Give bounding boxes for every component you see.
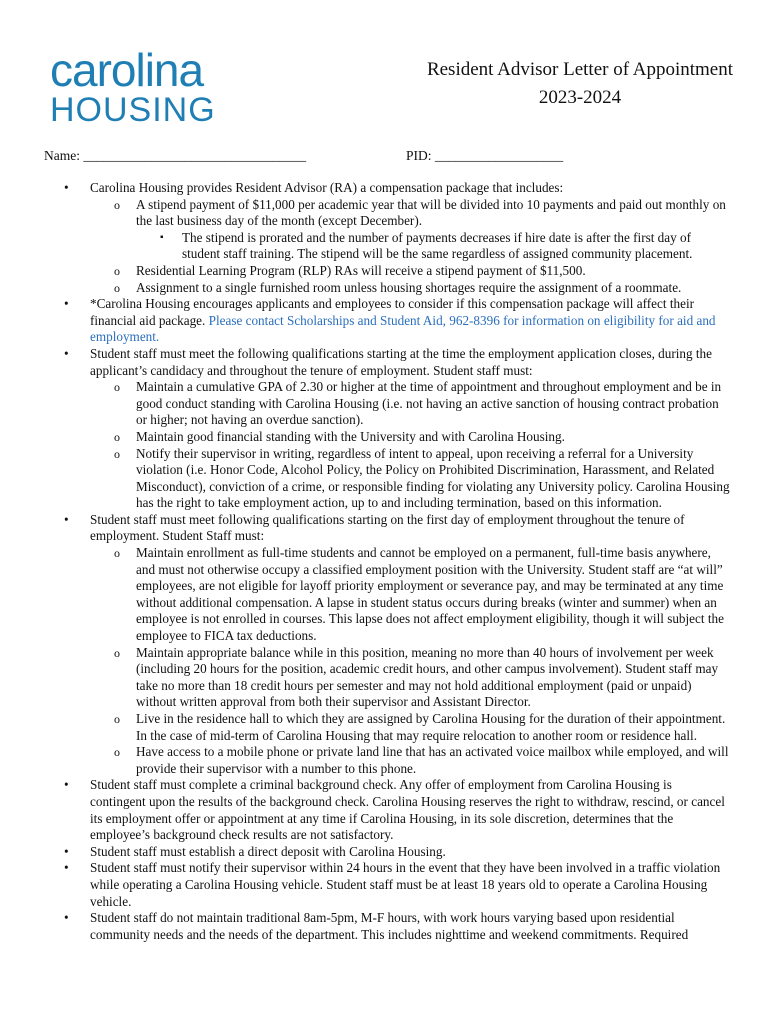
title-line: Resident Advisor Letter of Appointment <box>426 59 734 80</box>
name-field: Name: _________________________________ <box>44 148 307 163</box>
list-item-text: Student staff must meet the following qualifications starting at the time the employment application closes, during the applicant’s candidacy and throughout the tenure of employment. Student staff must: <box>90 345 713 378</box>
terms-list <box>50 180 730 943</box>
sub-list-item: o Maintain enrollment as full-time students and cannot be employed on a permanent, full-time basis anywhere, and must not otherwise occupy a classified employment position with the University. Student staff are “at will” employees, are not eligible for layoff priority employment or severance pay, and may be terminated at any time without additional compensation. A lapse in student status occurs during breaks (winter and summer) when an employee is not enrolled in courses. This lapse does not affect employment eligibility, though it will subject the employee to FICA tax deductions. <box>90 545 730 645</box>
sub-list-item: o Maintain good financial standing with the University and with Carolina Housing. <box>90 429 730 446</box>
sub-list-item: o Notify their supervisor in writing, regardless of intent to appeal, upon receiving a referral for a University violation (i.e. Honor Code, Alcohol Policy, the Policy on Prohibited Discrimination, Harassment, and Related Misconduct), conviction of a crime, or responsible finding for violating any University policy. Carolina Housing has the right to take employment action, up to and including termination, based on this information. <box>90 446 730 512</box>
list-item: • Student staff must establish a direct deposit with Carolina Housing. <box>50 844 730 861</box>
sub-list-item: o Maintain appropriate balance while in this position, meaning no more than 40 hours of involvement per week (including 20 hours for the position, academic credit hours, and other campus involvement). Student staff may take no more than 18 credit hours per semester and may not hold additional employment (paid or unpaid) without written approval from both their supervisor and Assistant Director. <box>90 645 730 711</box>
document-title <box>400 56 760 112</box>
list-item <box>50 512 730 778</box>
sub-list-item: o Assignment to a single furnished room unless housing shortages require the assignment of a roommate. <box>90 280 730 297</box>
list-item-text: Carolina Housing provides Resident Advisor (RA) a compensation package that includes: <box>90 180 564 195</box>
sub-list-item: o Maintain a cumulative GPA of 2.30 or higher at the time of appointment and throughout employment and be in good conduct standing with Carolina Housing (i.e. not having an active sanction of housing contract probation or higher; not having an overdue sanction). <box>90 379 730 429</box>
sub-list-item: o Residential Learning Program (RLP) RAs will receive a stipend payment of $11,500. <box>90 263 730 280</box>
logo-housing-text: HOUSING <box>50 91 216 129</box>
list-item-text: *Carolina Housing encourages applicants and employees to consider if this compensation package will affect their financial aid package. <box>90 296 694 328</box>
sub-sub-list-item: ▪ The stipend is prorated and the number of payments decreases if hire date is after the first day of student staff training. The stipend will be the same regardless of assigned community placement. <box>136 230 730 263</box>
scholarships-link[interactable]: Please contact Scholarships and Student Aid, 962-8396 for information on eligibility for aid and employment. <box>90 312 716 345</box>
pid-field: PID: ___________________ <box>406 148 564 163</box>
sub-item-text: A stipend payment of $11,000 per academic year that will be divided into 10 payments and paid out monthly on the last business day of the month (except December). <box>136 196 726 229</box>
sub-list-item: o Have access to a mobile phone or private land line that has an activated voice mailbox while employed, and will provide their supervisor with a number to this phone. <box>90 744 730 777</box>
list-item <box>50 296 730 346</box>
list-item: • Student staff must notify their supervisor within 24 hours in the event that they have been involved in a traffic violation while operating a Carolina Housing vehicle. Student staff must be at least 18 years old to operate a Carolina Housing vehicle. <box>50 860 730 910</box>
carolina-housing-logo <box>50 44 216 129</box>
sub-list-item: o Live in the residence hall to which they are assigned by Carolina Housing for the duration of their appointment. In the case of mid-term of Carolina Housing that may require relocation to another room or residence hall. <box>90 711 730 744</box>
list-item: • Student staff must complete a criminal background check. Any offer of employment from Carolina Housing is contingent upon the results of the background check. Carolina Housing reserves the right to withdraw, rescind, or cancel its employment offer or appointment at any time if Carolina Housing, in its sole discretion, determines that the employee’s background check results are not satisfactory. <box>50 777 730 843</box>
sub-list-item <box>90 197 730 263</box>
list-item <box>50 180 730 296</box>
list-item <box>50 346 730 512</box>
list-item: • Student staff do not maintain traditional 8am-5pm, M-F hours, with work hours varying based upon residential community needs and the needs of the department. This includes nighttime and weekend commitments. Required <box>50 910 730 943</box>
logo-carolina-text: carolina <box>50 44 204 96</box>
list-item-text: Student staff must meet following qualifications starting on the first day of employment throughout the tenure of employment. Student Staff must: <box>90 511 685 544</box>
title-year: 2023-2024 <box>538 87 622 108</box>
